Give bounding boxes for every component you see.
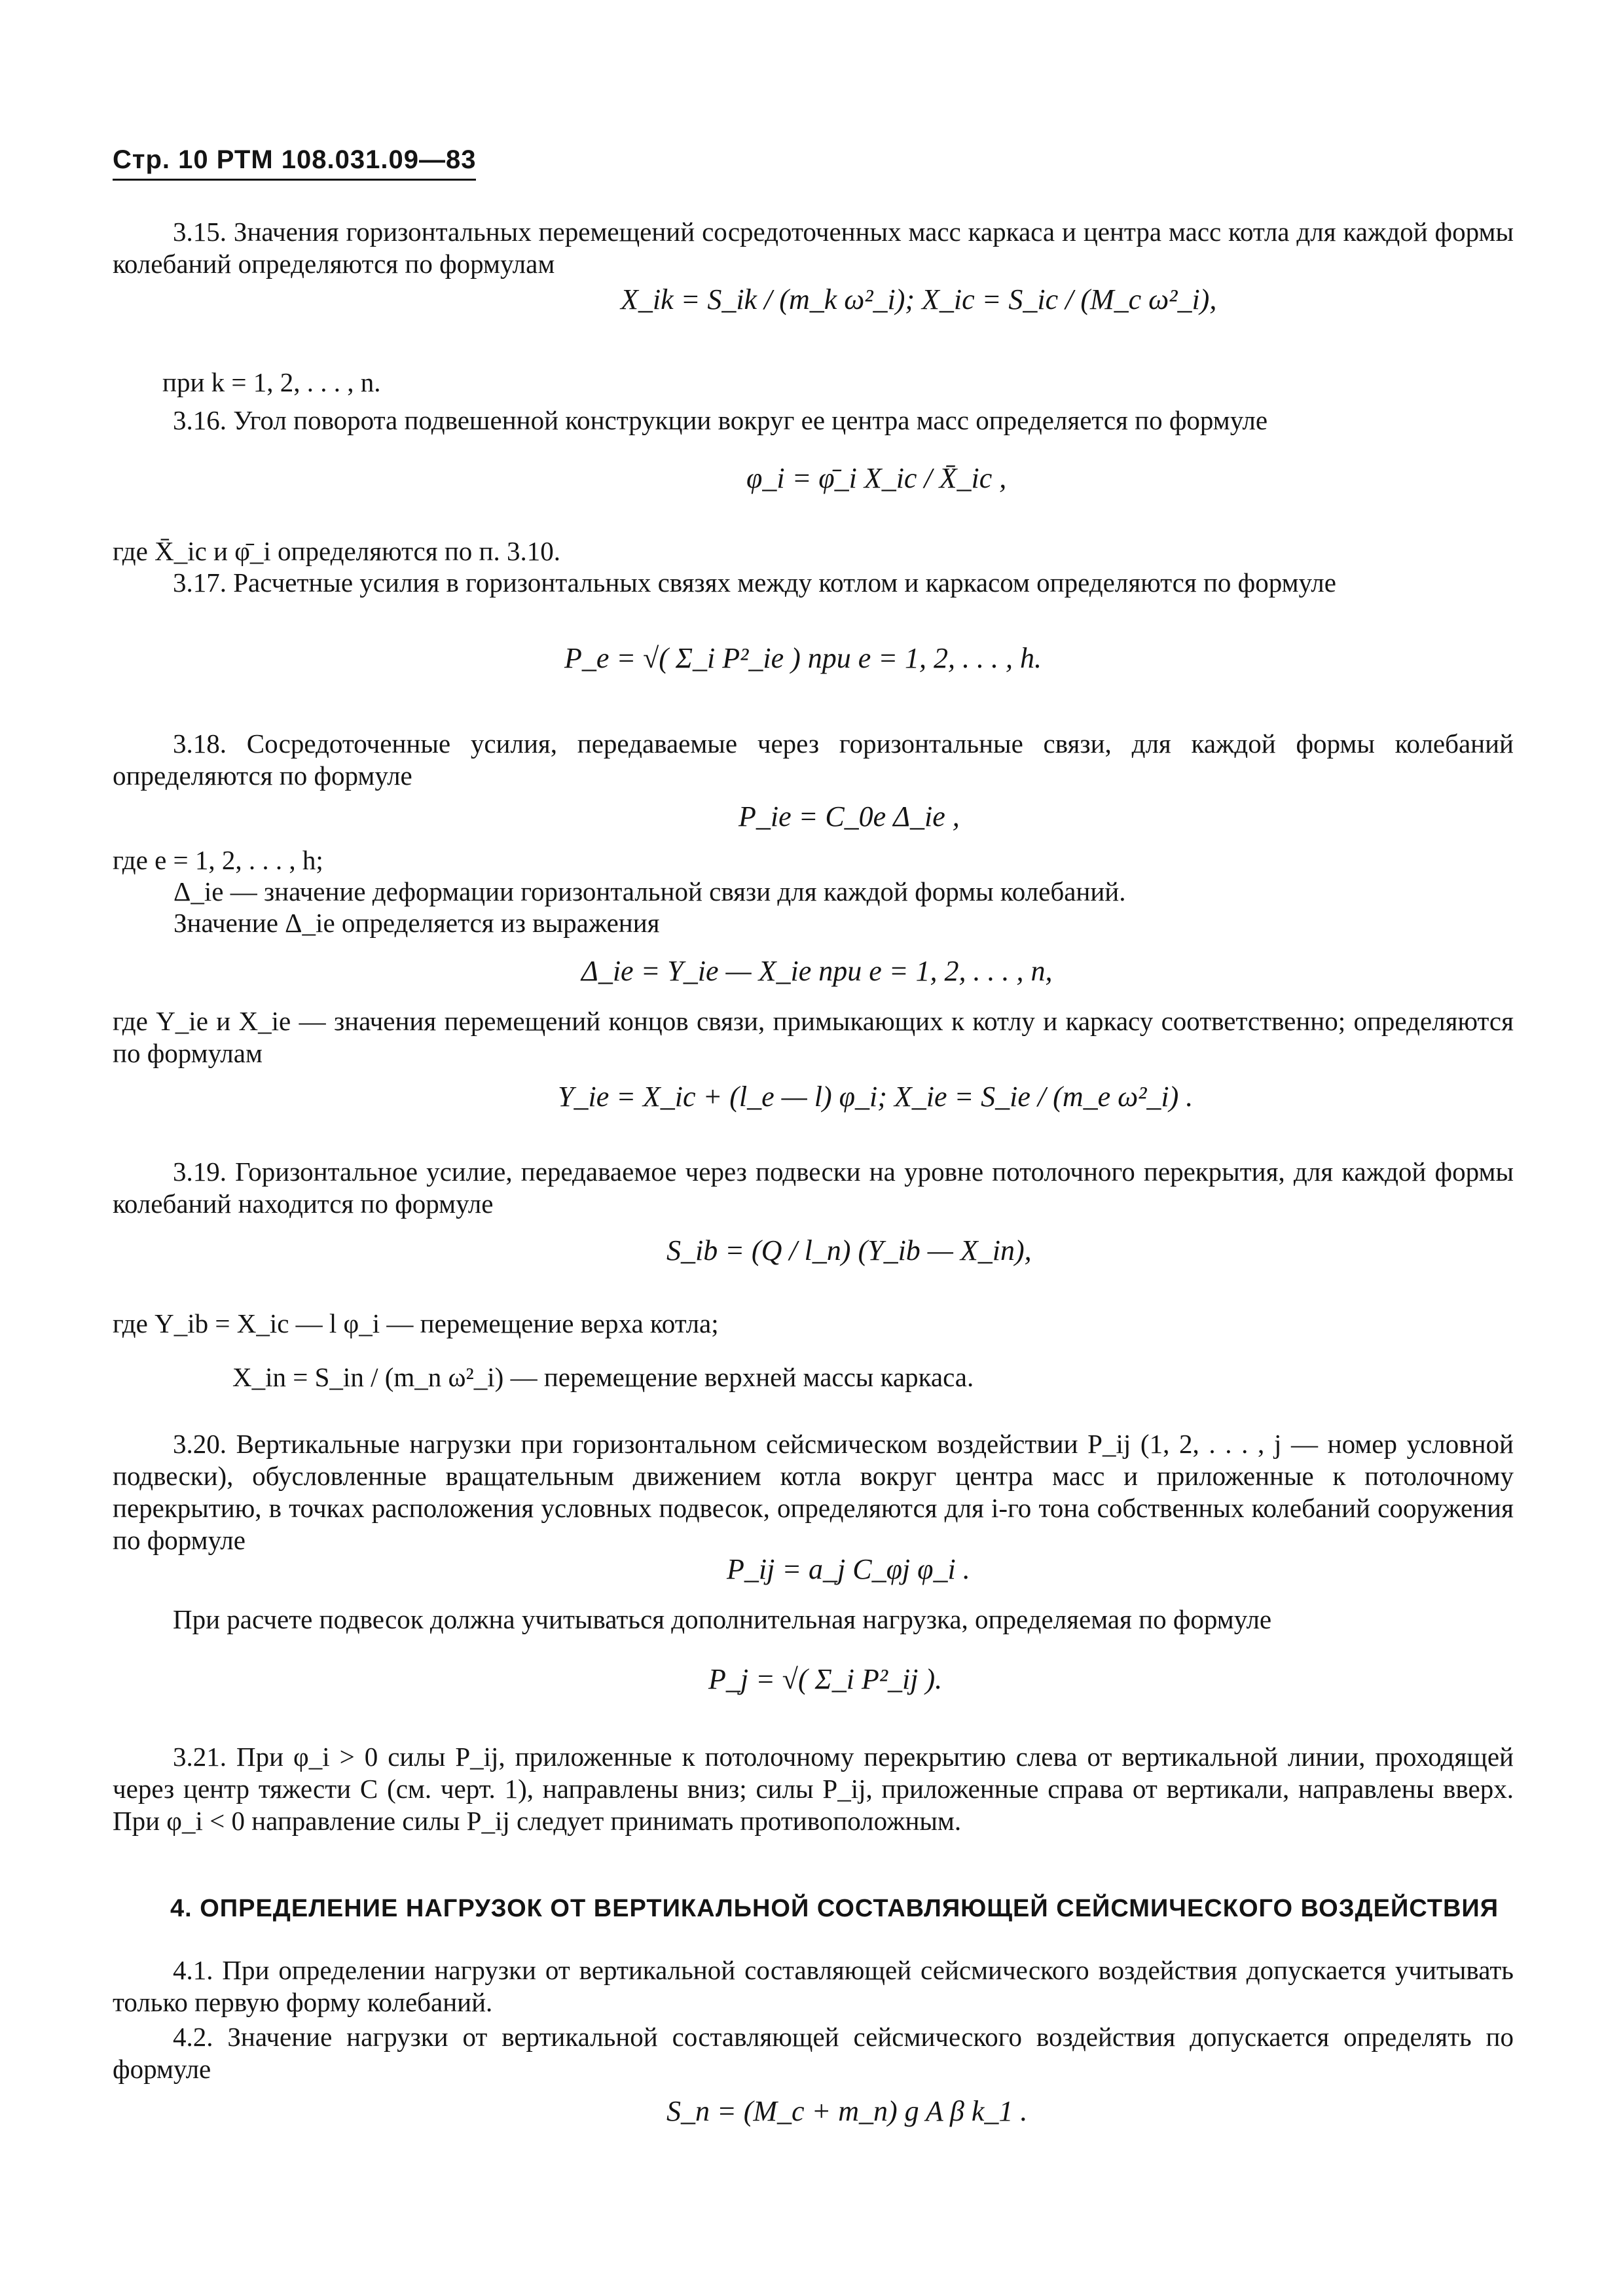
section-3-20-text: 3.20. Вертикальные нагрузки при горизонтальном сейсмическом воздействии P_ij (1, 2, . . . , j — номер условной подвески), обусловленные вращательным движением котла вокруг центра масс и приложенные к потолочному перекрытию, в точках расположения условных подвесок, определяются для i-го тона собственных колебаний сооружения по формуле: [113, 1429, 1514, 1555]
section-3-18-text: 3.18. Сосредоточенные усилия, передаваемые через горизонтальные связи, для каждой формы колебаний определяются по формуле: [113, 728, 1514, 791]
section-3-15-note: при k = 1, 2, . . . , n.: [162, 367, 381, 397]
section-4-heading: 4. ОПРЕДЕЛЕНИЕ НАГРУЗОК ОТ ВЕРТИКАЛЬНОЙ СОСТАВЛЯЮЩЕЙ СЕЙСМИЧЕСКОГО ВОЗДЕЙСТВИЯ: [170, 1895, 1499, 1922]
section-3-18-where-2: Δ_ie — значение деформации горизонтальной связи для каждой формы колебаний.: [173, 876, 1126, 906]
page-header: Стр. 10 РТМ 108.031.09—83: [113, 145, 476, 181]
section-3-19-text: 3.19. Горизонтальное усилие, передаваемое через подвески на уровне потолочного перекрытия, для каждой формы колебаний находится по формуле: [113, 1157, 1514, 1219]
section-3-18-where-1: где e = 1, 2, . . . , h;: [113, 845, 323, 875]
section-3-15-formula: X_ik = S_ik / (m_k ω²_i); X_ic = S_ic / (M_c ω²_i),: [621, 283, 1217, 315]
section-4-1-text: 4.1. При определении нагрузки от вертикальной составляющей сейсмического воздействия допускается учитывать только первую форму колебаний.: [113, 1955, 1514, 2017]
section-3-16-note: где X̄_ic и φ̄_i определяются по п. 3.10.: [113, 536, 560, 566]
section-4-2-formula: S_n = (M_c + m_n) g A β k_1 .: [666, 2095, 1028, 2127]
section-3-20-formula-2: P_j = √( Σ_i P²_ij ).: [708, 1663, 943, 1695]
section-3-18-formula-3: Y_ie = X_ic + (l_e — l) φ_i; X_ie = S_ie / (m_e ω²_i) .: [558, 1081, 1194, 1113]
section-3-17-formula: P_e = √( Σ_i P²_ie ) при e = 1, 2, . . . , h.: [564, 642, 1042, 674]
section-3-19-formula: S_ib = (Q / l_n) (Y_ib — X_in),: [666, 1234, 1032, 1266]
section-3-20-text-2: При расчете подвесок должна учитываться дополнительная нагрузка, определяемая по формуле: [173, 1604, 1272, 1634]
section-3-16-formula: φ_i = φ̄_i X_ic / X̄_ic ,: [746, 462, 1007, 494]
section-3-18-where-4: где Y_ie и X_ie — значения перемещений концов связи, примыкающих к котлу и каркасу соответственно; определяются по формулам: [113, 1006, 1514, 1068]
section-3-18-formula-2: Δ_ie = Y_ie — X_ie при e = 1, 2, . . . , n,: [581, 955, 1053, 987]
section-3-19-where-1: где Y_ib = X_ic — l φ_i — перемещение верха котла;: [113, 1308, 719, 1338]
section-3-21-text: 3.21. При φ_i > 0 силы P_ij, приложенные к потолочному перекрытию слева от вертикальной линии, проходящей через центр тяжести C (см. черт. 1), направлены вниз; силы P_ij, приложенные справа от вертикали, направлены вверх. При φ_i < 0 направление силы P_ij следует принимать противоположным.: [113, 1742, 1514, 1836]
section-3-18-formula: P_ie = C_0e Δ_ie ,: [739, 800, 960, 833]
section-4-2-text: 4.2. Значение нагрузки от вертикальной составляющей сейсмического воздействия допускается определять по формуле: [113, 2022, 1514, 2084]
section-3-17-text: 3.17. Расчетные усилия в горизонтальных связях между котлом и каркасом определяются по формуле: [173, 567, 1336, 598]
section-3-16-text: 3.16. Угол поворота подвешенной конструкции вокруг ее центра масс определяется по формуле: [173, 405, 1268, 435]
section-3-19-where-2: X_in = S_in / (m_n ω²_i) — перемещение верхней массы каркаса.: [232, 1362, 974, 1392]
section-3-15-text: 3.15. Значения горизонтальных перемещений сосредоточенных масс каркаса и центра масс котла для каждой формы колебаний определяются по формулам: [113, 217, 1514, 279]
section-3-18-where-3: Значение Δ_ie определяется из выражения: [173, 908, 660, 938]
section-3-20-formula: P_ij = a_j C_φj φ_i .: [727, 1553, 970, 1585]
